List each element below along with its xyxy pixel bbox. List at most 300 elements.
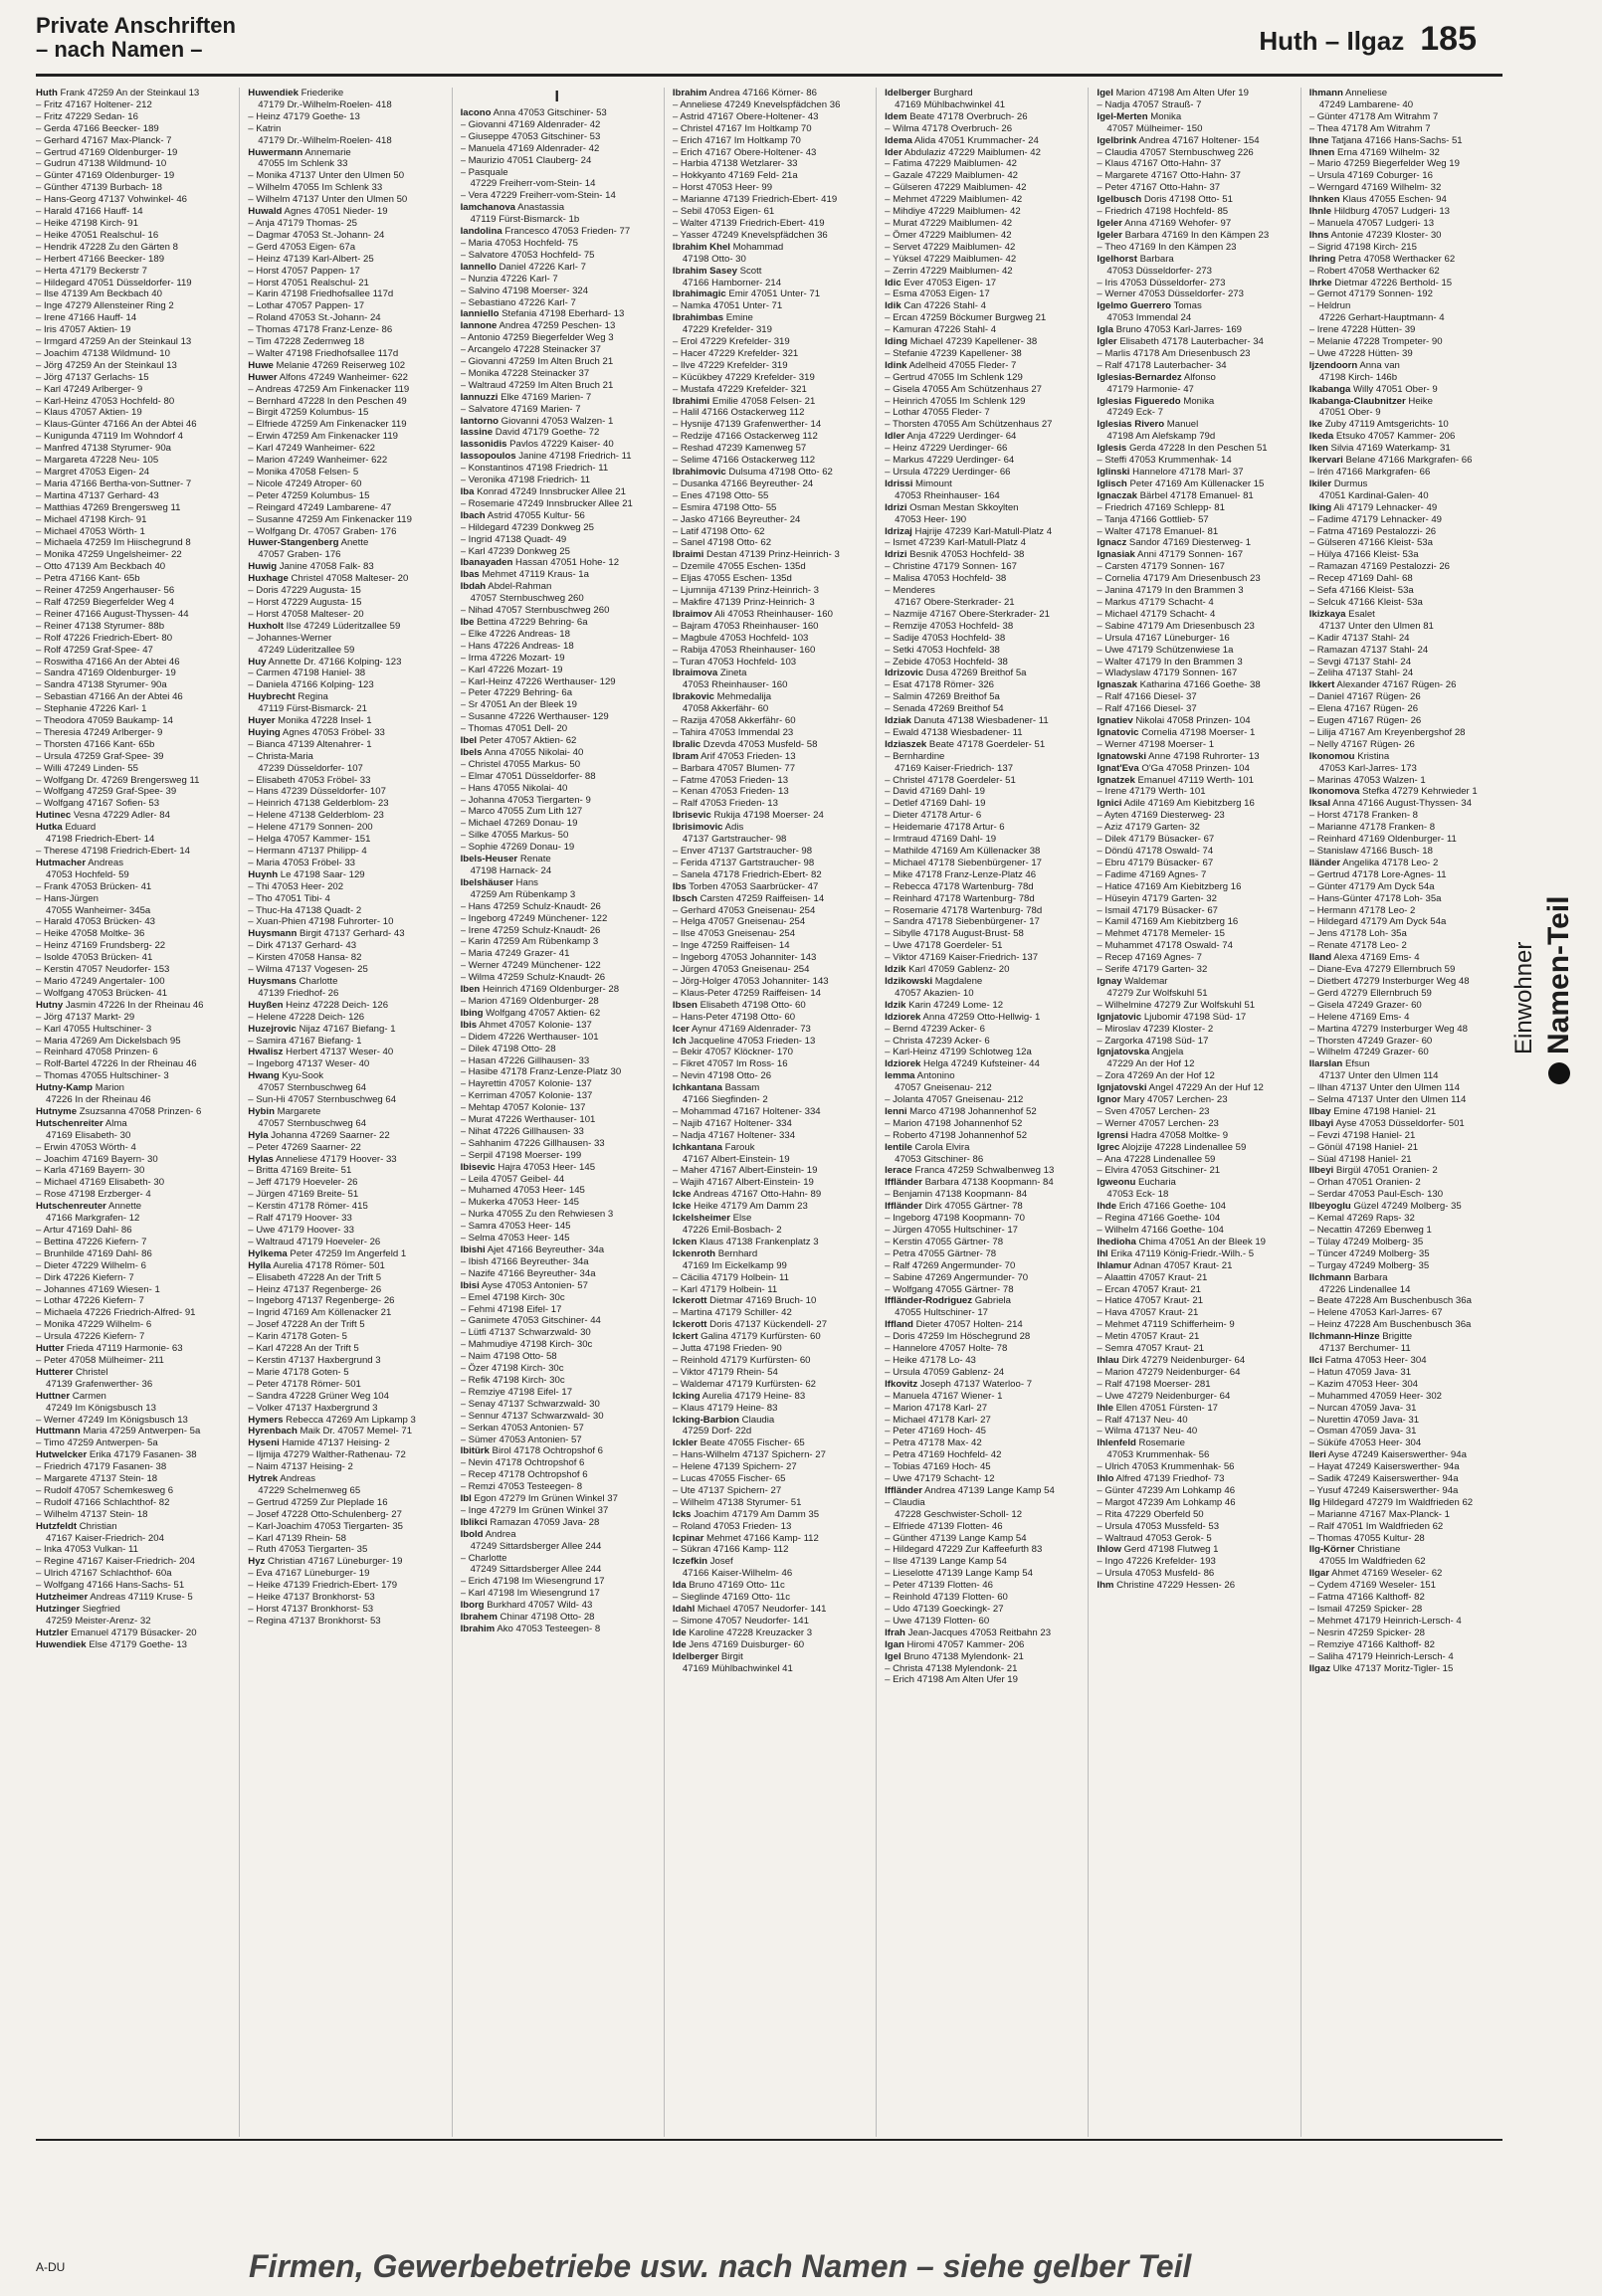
listing-entry: Ierace Franca 47259 Schwalbenweg 13 xyxy=(885,1165,1055,1177)
surname: Ikabanga-Claubnitzer xyxy=(1308,395,1406,407)
surname: Ike xyxy=(1308,419,1323,431)
listing-entry: Huybrecht Regina xyxy=(248,691,328,703)
listing-entry: – Martina 47279 Insterburger Weg 48 xyxy=(1308,1023,1468,1035)
listing-entry: – Monika 47058 Felsen- 5 xyxy=(248,467,359,478)
listing-entry: 47198 Harnack- 24 xyxy=(470,865,552,876)
listing-entry: – Wilhelm 47249 Grazer- 60 xyxy=(1308,1047,1429,1058)
listing-entry: Hutmacher Andreas xyxy=(36,857,123,868)
listing-entry: – Daniel 47167 Rügen- 26 xyxy=(1308,691,1421,703)
surname: Ignatiev xyxy=(1097,715,1133,727)
listing-entry: – Michael 47178 Karl- 27 xyxy=(885,1414,991,1426)
listing-entry: – Wolfgang 47259 Graf-Spee- 39 xyxy=(36,786,177,798)
surname: Ickert xyxy=(672,1331,699,1343)
listing-entry: 47057 Mülheimer- 150 xyxy=(1106,122,1203,134)
listing-entry: 47058 Akkerfähr- 60 xyxy=(682,703,769,715)
listing-entry: – Mario 47259 Biegerfelder Weg 19 xyxy=(1308,158,1460,170)
listing-entry: – Dzemile 47055 Eschen- 135d xyxy=(672,561,806,573)
listing-entry: – Hatice 47169 Am Kiebitzberg 16 xyxy=(1097,880,1242,892)
listing-entry: – Fritz 47167 Holtener- 212 xyxy=(36,98,152,110)
listing-entry: Ikiler Durmus xyxy=(1308,478,1368,489)
listing-entry: – Lütfi 47137 Schwarzwald- 30 xyxy=(460,1327,591,1339)
listing-entry: – Tim 47228 Zedernweg 18 xyxy=(248,336,365,348)
listing-column-1 xyxy=(36,88,229,2137)
surname: Ignasiak xyxy=(1097,549,1135,561)
surname: Ihlow xyxy=(1097,1544,1121,1556)
listing-entry: Ikeda Etsuko 47057 Kammer- 206 xyxy=(1308,431,1456,443)
listing-entry: – Remziye 47166 Kalthoff- 82 xyxy=(1308,1638,1435,1650)
listing-entry: – Sümer 47053 Antonien- 57 xyxy=(460,1434,582,1445)
surname: Igel xyxy=(885,1650,901,1662)
listing-entry: – Sun-Hi 47057 Sternbuschweg 64 xyxy=(248,1094,397,1106)
listing-entry: 47259 Dorf- 22d xyxy=(682,1426,752,1437)
surname: Ilchmann-Hinze xyxy=(1308,1331,1380,1343)
surname: Idziak xyxy=(885,715,911,727)
listing-entry: Igan Hiromi 47057 Kammer- 206 xyxy=(885,1638,1025,1650)
listing-entry: – Halil 47166 Ostackerweg 112 xyxy=(672,407,805,419)
listing-entry: – Ute 47137 Spichern- 27 xyxy=(672,1484,782,1496)
surname: Igelmo Guerrero xyxy=(1097,300,1172,312)
listing-entry: – Hasibe 47178 Franz-Lenze-Platz 30 xyxy=(460,1066,622,1078)
surname: Ignor xyxy=(1097,1094,1121,1106)
listing-entry: Ibrahimovic Dulsuma 47198 Otto- 62 xyxy=(672,467,833,478)
listing-entry: – Otto 47139 Am Beckbach 40 xyxy=(36,561,166,573)
listing-entry: – Rosemarie 47178 Wartenburg- 78d xyxy=(885,904,1043,916)
listing-entry: Ichkantana Bassam xyxy=(672,1082,760,1094)
header-rule xyxy=(36,74,1502,77)
surname: Idelberger xyxy=(672,1650,719,1662)
listing-entry: – Karl 47055 Hultschiner- 3 xyxy=(36,1023,152,1035)
listing-entry: 47228 Geschwister-Scholl- 12 xyxy=(895,1508,1023,1520)
surname: Igel xyxy=(1097,88,1113,98)
listing-entry: Idziorek Helga 47249 Kufsteiner- 44 xyxy=(885,1058,1040,1070)
listing-entry: – Elke 47226 Andreas- 18 xyxy=(460,628,570,640)
listing-entry: – Rolf 47259 Graf-Spee- 47 xyxy=(36,644,153,656)
surname: Ibels xyxy=(460,746,483,758)
listing-entry: – Anneliese 47249 Knevelspfädchen 36 xyxy=(672,98,841,110)
listing-entry: Ibels Anna 47055 Nikolai- 40 xyxy=(460,746,584,758)
listing-entry: – Xuan-Phien 47198 Fuhrorter- 10 xyxy=(248,916,394,928)
listing-entry: Hylla Aurelia 47178 Römer- 501 xyxy=(248,1259,385,1271)
listing-entry: 47057 Gneisenau- 212 xyxy=(895,1082,992,1094)
surname: Ignjatovic xyxy=(1097,1011,1142,1023)
listing-entry: – Ralf 47179 Hoover- 33 xyxy=(248,1213,352,1225)
listing-entry: 47051 Kardinal-Galen- 40 xyxy=(1318,489,1429,501)
listing-entry: – Latif 47198 Otto- 62 xyxy=(672,525,765,537)
surname: Idziorek xyxy=(885,1011,921,1023)
listing-entry: 47053 Krummenhak- 56 xyxy=(1106,1449,1210,1461)
listing-entry: – Hans 47259 Schulz-Knaudt- 26 xyxy=(460,900,601,912)
listing-entry: – Birgit 47259 Kolumbus- 15 xyxy=(248,407,369,419)
listing-entry: – Uwe 47179 Schacht- 12 xyxy=(885,1473,995,1485)
listing-entry: – Ingrid 47138 Quadt- 49 xyxy=(460,533,567,545)
listing-entry: – Sandra 47138 Styrumer- 90a xyxy=(36,679,167,691)
listing-entry: Iben Heinrich 47169 Oldenburger- 28 xyxy=(460,984,620,996)
listing-entry: – Süal 47198 Haniel- 21 xyxy=(1308,1153,1412,1165)
surname: Iannuzzi xyxy=(460,391,499,403)
surname: Iblikci xyxy=(460,1516,488,1528)
listing-entry: Ickler Beate 47055 Fischer- 65 xyxy=(672,1437,805,1449)
surname: Huyßen xyxy=(248,999,284,1011)
listing-entry: – Karl-Heinz 47226 Werthauser- 129 xyxy=(460,675,616,687)
listing-entry: Ilgar Ahmet 47169 Weseler- 62 xyxy=(1308,1568,1443,1580)
listing-entry: Idink Adelheid 47055 Fleder- 7 xyxy=(885,359,1017,371)
listing-entry: – Kemal 47269 Raps- 32 xyxy=(1308,1213,1415,1225)
listing-entry: – Werner 47249 Münchener- 122 xyxy=(460,960,601,972)
listing-entry: – Dusanka 47166 Beyreuther- 24 xyxy=(672,478,814,489)
listing-entry: – Stefanie 47239 Kapellener- 38 xyxy=(885,347,1022,359)
surname: Ibralic xyxy=(672,738,701,750)
listing-entry: – Steffi 47053 Krummenhak- 14 xyxy=(1097,455,1232,467)
listing-entry: Hyz Christian 47167 Lüneburger- 19 xyxy=(248,1556,403,1568)
listing-entry: 47053 Immendal 24 xyxy=(1106,312,1192,324)
listing-entry: Ickerott Dietmar 47169 Bruch- 10 xyxy=(672,1295,817,1307)
listing-entry: 47169 Mühlbachwinkel 41 xyxy=(895,98,1006,110)
surname: Hytrek xyxy=(248,1473,279,1485)
surname: Huying xyxy=(248,726,281,738)
listing-entry: – Selime 47166 Ostackerweg 112 xyxy=(672,455,816,467)
listing-entry: – Reiner 47138 Styrumer- 88b xyxy=(36,620,165,632)
listing-entry: 47053 Rheinhauser- 160 xyxy=(682,679,788,691)
listing-entry: – Thomas 47055 Kultur- 28 xyxy=(1308,1532,1425,1544)
surname: Igeler xyxy=(1097,229,1123,241)
listing-entry: – Erich 47198 Im Wiesengrund 17 xyxy=(460,1576,605,1588)
listing-entry: – Makfire 47139 Prinz-Heinrich- 3 xyxy=(672,596,815,608)
listing-columns xyxy=(36,88,1502,2137)
listing-entry: – Wilhelm 47137 Unter den Ulmen 50 xyxy=(248,194,408,206)
listing-entry: Idic Ever 47053 Eigen- 17 xyxy=(885,277,997,288)
listing-entry: Ifkovitz Joseph 47137 Waterloo- 7 xyxy=(885,1378,1033,1390)
listing-entry: – Razija 47058 Akkerfähr- 60 xyxy=(672,715,796,727)
listing-entry: Idzik Karin 47249 Lome- 12 xyxy=(885,999,1004,1011)
listing-entry: – Waldemar 47179 Kurfürsten- 62 xyxy=(672,1378,817,1390)
listing-entry: Ienni Marco 47198 Johannenhof 52 xyxy=(885,1105,1037,1117)
listing-entry: – Thomas 47051 Dell- 20 xyxy=(460,723,568,735)
surname: Iamchanova xyxy=(460,202,516,214)
listing-entry: – Selma 47053 Heer- 145 xyxy=(460,1233,570,1244)
surname: Ibisevic xyxy=(460,1161,496,1173)
listing-entry: – Josef 47228 Otto-Schulenberg- 27 xyxy=(248,1508,402,1520)
listing-entry: – Helga 47057 Kammer- 151 xyxy=(248,834,371,846)
listing-entry: – Ulrich 47167 Schlachthof- 60a xyxy=(36,1568,172,1580)
listing-entry: – Horst 47058 Malteser- 20 xyxy=(248,608,364,620)
surname: Icke xyxy=(672,1189,692,1201)
surname: Icpinar xyxy=(672,1532,704,1544)
listing-entry: – Kerstin 47137 Haxbergrund 3 xyxy=(248,1354,381,1366)
surname: Huynh xyxy=(248,868,279,880)
listing-entry: Iantorno Giovanni 47053 Walzen- 1 xyxy=(460,415,614,427)
surname: Ienni xyxy=(885,1105,907,1117)
listing-entry: – Ayten 47169 Diesterweg- 23 xyxy=(1097,810,1225,822)
listing-entry: – Michaela 47259 Im Hiischegrund 8 xyxy=(36,537,191,549)
listing-entry: – Ralf 47198 Moerser- 281 xyxy=(1097,1378,1211,1390)
listing-entry: – Karla 47169 Bayern- 30 xyxy=(36,1165,145,1177)
listing-entry: Iborg Burkhard 47057 Wild- 43 xyxy=(460,1600,593,1612)
listing-entry: 47249 Lüderitzallee 59 xyxy=(258,644,355,656)
surname: Igler xyxy=(1097,336,1117,348)
listing-entry: – Rosemarie 47249 Innsbrucker Allee 21 xyxy=(460,497,633,509)
listing-entry: – Günter 47178 Am Witrahm 7 xyxy=(1308,110,1439,122)
listing-entry: – Viktor 47179 Rhein- 54 xyxy=(672,1366,778,1378)
listing-entry: Huysmans Charlotte xyxy=(248,975,338,987)
surname: Ignatowski xyxy=(1097,750,1146,762)
listing-entry: – Thorsten 47055 Am Schützenhaus 27 xyxy=(885,419,1053,431)
listing-entry: – Markus 47229 Uerdinger- 64 xyxy=(885,455,1015,467)
listing-entry: – Dilek 47198 Otto- 28 xyxy=(460,1043,556,1054)
listing-entry: Igeler Anna 47169 Wehofer- 97 xyxy=(1097,217,1232,229)
listing-entry: – Senay 47137 Schwarzwald- 30 xyxy=(460,1398,600,1410)
surname: Huy xyxy=(248,656,267,668)
listing-entry: – Karl-Heinz 47199 Schlotweg 12a xyxy=(885,1047,1032,1058)
listing-entry: – Marion 47169 Oldenburger- 28 xyxy=(460,995,599,1007)
listing-entry: Ihne Tatjana 47166 Hans-Sachs- 51 xyxy=(1308,134,1463,146)
listing-entry: – Salvino 47198 Moerser- 324 xyxy=(460,285,589,296)
listing-entry: – Josef 47228 An der Trift 5 xyxy=(248,1319,365,1331)
listing-entry: – Hildegard 47239 Donkweg 25 xyxy=(460,521,594,533)
listing-entry: – Claudia xyxy=(885,1496,925,1508)
listing-entry: – Ömer 47229 Maiblumen- 42 xyxy=(885,229,1012,241)
listing-entry: – Karin 47259 Am Rübenkamp 3 xyxy=(460,936,599,948)
listing-entry: – Werner 47057 Lerchen- 23 xyxy=(1097,1117,1219,1129)
listing-entry: 47249 Sittardsberger Allee 244 xyxy=(470,1564,602,1576)
surname: Icking xyxy=(672,1390,701,1402)
listing-entry: – Petra 47055 Gärtner- 78 xyxy=(885,1247,997,1259)
surname: Icke xyxy=(672,1201,692,1213)
listing-entry: – Marco 47055 Zum Lith 127 xyxy=(460,806,583,818)
listing-entry: – Zargorka 47198 Süd- 17 xyxy=(1097,1035,1209,1047)
listing-entry: Ide Jens 47169 Duisburger- 60 xyxy=(672,1638,805,1650)
listing-entry: – Jörg 47137 Gerlachs- 15 xyxy=(36,371,149,383)
surname: Ilci xyxy=(1308,1354,1323,1366)
surname: Icer xyxy=(672,1023,690,1035)
listing-entry: – Ramazan 47169 Pestalozzi- 26 xyxy=(1308,561,1451,573)
listing-entry: – Karl-Heinz 47053 Hochfeld- 80 xyxy=(36,395,175,407)
listing-entry: 47139 Grafenwerther- 36 xyxy=(46,1378,153,1390)
listing-entry: – Uwe 47178 Goerdeler- 51 xyxy=(885,940,1003,952)
surname: Icking-Barbion xyxy=(672,1414,740,1426)
listing-entry: – Regina 47137 Bronkhorst- 53 xyxy=(248,1615,381,1626)
listing-entry: Ibralic Dzevda 47053 Musfeld- 58 xyxy=(672,738,818,750)
surname: Ibrahim xyxy=(460,1624,496,1634)
surname: Ibel xyxy=(460,735,478,747)
listing-entry: – Mathilde 47169 Am Küllenacker 38 xyxy=(885,846,1041,857)
listing-entry: – Jürgen 47053 Gneisenau- 254 xyxy=(672,964,810,976)
listing-entry: Idrizi Osman Mestan Skkoylten xyxy=(885,501,1019,513)
listing-entry: – Ursula 47229 Uerdinger- 66 xyxy=(885,467,1011,478)
listing-entry: – Uwe 47139 Flotten- 60 xyxy=(885,1615,990,1626)
listing-entry: – Iris 47057 Aktien- 19 xyxy=(36,324,131,336)
listing-entry: Ibels-Heuser Renate xyxy=(460,854,551,865)
listing-entry: – Maria 47269 Am Dickelsbach 95 xyxy=(36,1035,181,1047)
listing-entry: – Artur 47169 Dahl- 86 xyxy=(36,1225,132,1236)
listing-entry: Ihle Ellen 47051 Fürsten- 17 xyxy=(1097,1402,1219,1414)
listing-entry: Ijzendoorn Anna van xyxy=(1308,359,1400,371)
listing-entry: – Murat 47229 Maiblumen- 42 xyxy=(885,217,1013,229)
surname: Idink xyxy=(885,359,907,371)
listing-entry: – Gertrud 47259 Zur Pleplade 16 xyxy=(248,1496,388,1508)
listing-entry: – Wladyslaw 47179 Sonnen- 167 xyxy=(1097,668,1238,679)
surname: Ikonomova xyxy=(1308,786,1360,798)
surname: Iken xyxy=(1308,443,1328,455)
listing-entry: – Wolfgang 47167 Sofien- 53 xyxy=(36,798,160,810)
listing-entry: Idrizaj Hajrije 47239 Karl-Matull-Platz 4 xyxy=(885,525,1053,537)
listing-entry: Iffländer-Rodriguez Gabriela xyxy=(885,1295,1012,1307)
listing-entry: – Irma 47226 Mozart- 19 xyxy=(460,652,565,664)
listing-entry: – Roland 47053 St.-Johann- 24 xyxy=(248,312,381,324)
listing-entry: – Margarete 47167 Otto-Hahn- 37 xyxy=(1097,170,1241,182)
listing-entry: – Enver 47137 Gartstraucher- 98 xyxy=(672,846,813,857)
listing-entry: – Sabine 47269 Angermunder- 70 xyxy=(885,1271,1029,1283)
listing-entry: Hymers Rebecca 47269 Am Lipkamp 3 xyxy=(248,1414,416,1426)
listing-entry: Icking-Barbion Claudia xyxy=(672,1414,775,1426)
listing-entry: – Naim 47198 Otto- 58 xyxy=(460,1351,557,1363)
surname: Huwald xyxy=(248,206,283,218)
page-number: 185 xyxy=(1420,20,1477,58)
listing-entry: – Stephanie 47226 Karl- 1 xyxy=(36,703,147,715)
surname: Igeler xyxy=(1097,217,1123,229)
listing-entry: Ickert Galina 47179 Kurfürsten- 60 xyxy=(672,1331,821,1343)
listing-entry: – Ingo 47226 Krefelder- 193 xyxy=(1097,1556,1216,1568)
listing-entry: 47166 Siegfinden- 2 xyxy=(682,1094,768,1106)
listing-entry: – Wilma 47137 Neu- 40 xyxy=(1097,1426,1198,1437)
listing-entry: – Kunigunda 47119 Im Wohndorf 4 xyxy=(36,431,183,443)
listing-entry: – Helene 47228 Deich- 126 xyxy=(248,1011,365,1023)
surname: Ibrahim Khel xyxy=(672,241,730,253)
listing-entry: Igel Bruno 47138 Mylendonk- 21 xyxy=(885,1650,1024,1662)
listing-entry: – Walter 47179 In den Brammen 3 xyxy=(1097,656,1243,668)
listing-entry: Idelberger Burghard xyxy=(885,88,973,98)
surname: Iglesias Figueredo xyxy=(1097,395,1181,407)
listing-entry: Ihlow Gerd 47198 Flutweg 1 xyxy=(1097,1544,1219,1556)
surname: Huwer-Stangenberg xyxy=(248,537,339,549)
listing-entry: Idrizi Besnik 47053 Hochfeld- 38 xyxy=(885,549,1025,561)
surname: Hutka xyxy=(36,822,63,834)
surname: Iffländer-Rodriguez xyxy=(885,1295,973,1307)
listing-entry: – Aziz 47179 Garten- 32 xyxy=(1097,822,1200,834)
listing-entry: Iglesis Gerda 47228 In den Peschen 51 xyxy=(1097,443,1268,455)
listing-entry: – Thuc-Ha 47138 Quadt- 2 xyxy=(248,904,362,916)
surname: Iassine xyxy=(460,427,494,439)
listing-entry: 47279 Zur Wolfskuhl 51 xyxy=(1106,987,1208,999)
surname: Ibdah xyxy=(460,581,487,593)
surname: Hutter xyxy=(36,1343,65,1355)
surname: Ibrahimovic xyxy=(672,467,726,478)
listing-entry: – Ljumnija 47139 Prinz-Heinrich- 3 xyxy=(672,585,820,597)
listing-entry: Iglinski Hannelore 47178 Marl- 37 xyxy=(1097,467,1244,478)
listing-entry: – Lothar 47057 Pappen- 17 xyxy=(248,300,365,312)
listing-entry: – Eljas 47055 Eschen- 135d xyxy=(672,573,792,585)
listing-entry: Huttmann Maria 47259 Antwerpen- 5a xyxy=(36,1426,201,1437)
listing-entry: – Wolfgang 47055 Gärtner- 78 xyxy=(885,1283,1014,1295)
listing-entry: – Maria 47249 Grazer- 41 xyxy=(460,948,570,960)
listing-entry: 47229 Krefelder- 319 xyxy=(682,324,772,336)
surname: Iantorno xyxy=(460,415,499,427)
listing-entry: Ihlamur Adnan 47057 Kraut- 21 xyxy=(1097,1259,1233,1271)
listing-entry: Ibisi Ayse 47053 Antonien- 57 xyxy=(460,1279,588,1291)
listing-entry: 47055 Im Schlenk 33 xyxy=(258,158,348,170)
listing-entry: – Serkan 47053 Antonien- 57 xyxy=(460,1422,584,1434)
surname: Ignjatovska xyxy=(1097,1047,1150,1058)
listing-entry: – Margarete 47137 Stein- 18 xyxy=(36,1473,158,1485)
surname: Ikabanga xyxy=(1308,383,1351,395)
surname: Idrizovic xyxy=(885,668,924,679)
listing-entry: – Fritz 47229 Sedan- 16 xyxy=(36,110,138,122)
listing-entry: – Ingeborg 47249 Münchener- 122 xyxy=(460,912,608,924)
listing-entry: Hutschenreiter Alma xyxy=(36,1117,127,1129)
listing-entry: Ihedioha Chima 47051 An der Bleek 19 xyxy=(1097,1236,1266,1247)
listing-entry: – Marion 47249 Wanheimer- 622 xyxy=(248,455,388,467)
listing-entry: – Esat 47178 Römer- 326 xyxy=(885,679,994,691)
listing-entry: – Rebecca 47178 Wartenburg- 78d xyxy=(885,880,1034,892)
listing-entry: – Karl 47179 Holbein- 11 xyxy=(672,1283,778,1295)
page-running-header xyxy=(1259,20,1477,59)
listing-entry: – Maria 47053 Hochfeld- 75 xyxy=(460,237,578,249)
listing-entry: 47139 Friedhof- 26 xyxy=(258,987,339,999)
listing-entry: – Giovanni 47259 Im Alten Bruch 21 xyxy=(460,356,614,368)
listing-entry: Ihring Petra 47058 Werthacker 62 xyxy=(1308,253,1456,265)
listing-entry: – Kerstin 47055 Gärtner- 78 xyxy=(885,1236,1004,1247)
listing-entry: – Karin 47198 Friedhofsallee 117d xyxy=(248,288,394,300)
listing-entry: – Christel 47055 Markus- 50 xyxy=(460,758,581,770)
listing-entry: Iannello Daniel 47226 Karl- 7 xyxy=(460,261,586,273)
listing-entry: – Melanie 47228 Trompeter- 90 xyxy=(1308,336,1443,348)
listing-entry: – Isolde 47053 Brücken- 41 xyxy=(36,952,153,964)
listing-entry: – Redzije 47166 Ostackerweg 112 xyxy=(672,431,818,443)
listing-entry: – Harbia 47138 Wetzlarer- 33 xyxy=(672,158,798,170)
listing-entry: – Petra 47169 Hochfeld- 42 xyxy=(885,1449,1002,1461)
listing-entry: – Wilhelm 47138 Styrumer- 51 xyxy=(672,1496,802,1508)
listing-entry: – Gazale 47229 Maiblumen- 42 xyxy=(885,170,1018,182)
listing-entry: – Mukerka 47053 Heer- 145 xyxy=(460,1197,580,1209)
listing-entry: – Wajih 47167 Albert-Einstein- 19 xyxy=(672,1177,814,1189)
listing-entry: – Muhammed 47059 Heer- 302 xyxy=(1308,1390,1443,1402)
surname: Iksal xyxy=(1308,798,1331,810)
surname: Iassopoulos xyxy=(460,451,516,463)
listing-entry: – Klaus-Günter 47166 An der Abtei 46 xyxy=(36,419,197,431)
listing-entry: Ibold Andrea xyxy=(460,1528,516,1540)
listing-entry: – Ilse 47139 Lange Kamp 54 xyxy=(885,1556,1007,1568)
listing-entry: 47057 Sternbuschweg 260 xyxy=(470,593,584,605)
listing-entry: – Bajram 47053 Rheinhauser- 160 xyxy=(672,620,819,632)
listing-entry: Idler Anja 47229 Uerdinger- 64 xyxy=(885,431,1017,443)
listing-entry: – Gerda 47166 Beecker- 189 xyxy=(36,122,159,134)
listing-entry: – Nicole 47249 Atroper- 60 xyxy=(248,478,362,489)
listing-entry: – Harald 47166 Hauff- 14 xyxy=(36,206,143,218)
listing-entry: – Cydem 47169 Weseler- 151 xyxy=(1308,1580,1436,1592)
listing-entry: Ilchmann Barbara xyxy=(1308,1271,1388,1283)
listing-entry: – Manuela 47167 Wiener- 1 xyxy=(885,1390,1003,1402)
surname: Ihnken xyxy=(1308,194,1340,206)
listing-entry: 47053 Karl-Jarres- 173 xyxy=(1318,762,1417,774)
listing-entry: – Hendrik 47228 Zu den Gärten 8 xyxy=(36,241,178,253)
listing-entry: – Diane-Eva 47279 Ellernbruch 59 xyxy=(1308,964,1456,976)
listing-entry: Hwalisz Herbert 47137 Weser- 40 xyxy=(248,1047,394,1058)
surname: Huwe xyxy=(248,359,274,371)
listing-entry: – Herta 47179 Beckerstr 7 xyxy=(36,265,147,277)
surname: Hwang xyxy=(248,1070,280,1082)
listing-entry: – Thi 47053 Heer- 202 xyxy=(248,880,344,892)
listing-entry: 47119 Fürst-Bismarck- 21 xyxy=(258,703,367,715)
listing-entry: – Irmtraud 47169 Dahl- 19 xyxy=(885,834,997,846)
listing-entry: Ibram Arif 47053 Frieden- 13 xyxy=(672,750,796,762)
listing-entry: – Günter 47169 Oldenburger- 19 xyxy=(36,170,175,182)
listing-entry: Icer Aynur 47169 Aldenrader- 73 xyxy=(672,1023,811,1035)
listing-entry: – Karl 47228 An der Trift 5 xyxy=(248,1343,359,1355)
listing-entry: – Ralf 47166 Diesel- 37 xyxy=(1097,691,1197,703)
listing-entry: 47226 Lindenallee 14 xyxy=(1318,1283,1411,1295)
listing-entry: 47249 Sittardsberger Allee 244 xyxy=(470,1540,602,1552)
surname: Huth xyxy=(36,88,58,98)
listing-entry: 47053 Gitschiner- 86 xyxy=(895,1153,984,1165)
